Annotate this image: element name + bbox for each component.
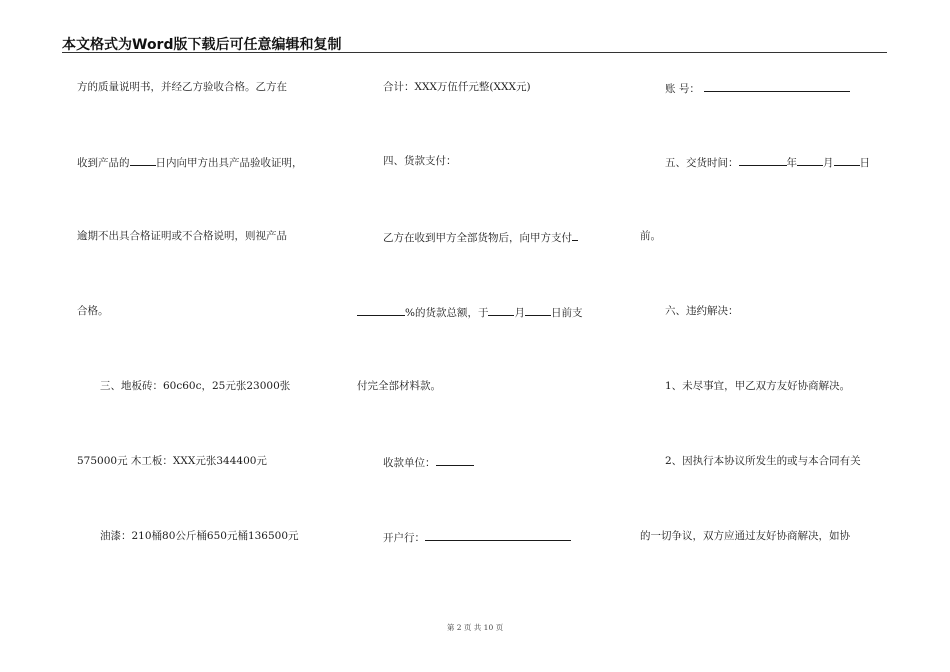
page-number-footer: 第 2 页 共 10 页 <box>446 623 504 632</box>
right-line-3: 前。 <box>640 230 661 242</box>
left-line-2-text-b: 日内向甲方出具产品验收证明， <box>155 157 303 169</box>
right-line-2 <box>665 154 870 170</box>
bank-blank <box>425 529 571 541</box>
percent-blank <box>357 304 405 316</box>
middle-line-7-text: 开户行： <box>383 532 425 544</box>
delivery-day-blank <box>834 154 860 166</box>
middle-line-4-text-b: 月 <box>514 307 525 319</box>
middle-line-3 <box>383 229 578 245</box>
delivery-month-blank <box>797 154 823 166</box>
left-line-5: 三、地板砖：60c60c，25元张23000张 <box>100 380 291 392</box>
payment-day-blank <box>525 304 551 316</box>
payment-month-blank <box>488 304 514 316</box>
middle-line-4-text-a: %的货款总额，于 <box>405 307 489 319</box>
middle-line-5: 付完全部材料款。 <box>357 380 441 392</box>
account-number-blank <box>704 80 850 92</box>
middle-line-6-text: 收款单位： <box>383 457 436 469</box>
right-line-7: 的一切争议，双方应通过友好协商解决，如协 <box>640 530 850 542</box>
left-line-2 <box>77 154 303 170</box>
middle-line-7 <box>383 529 571 545</box>
delivery-year-blank <box>739 154 787 166</box>
left-line-6: 575000元 木工板：XXX元张344400元 <box>77 455 267 467</box>
right-line-2-text-a: 五、交货时间： <box>665 157 739 169</box>
right-line-5: 1、未尽事宜，甲乙双方友好协商解决。 <box>665 380 851 392</box>
middle-line-2: 四、货款支付： <box>383 155 457 167</box>
right-line-1 <box>665 80 850 96</box>
payee-blank <box>436 454 474 466</box>
right-line-4: 六、违约解决： <box>665 305 739 317</box>
middle-line-4-text-c: 日前支 <box>550 307 583 319</box>
middle-line-1: 合计：XXX万伍仟元整(XXX元) <box>383 81 531 93</box>
header-divider <box>62 52 887 53</box>
left-line-7: 油漆：210桶80公斤桶650元桶136500元 <box>100 530 299 542</box>
middle-line-3-text: 乙方在收到甲方全部货物后，向甲方支付 <box>383 232 572 244</box>
right-line-2-text-d: 日 <box>859 157 870 169</box>
left-line-1: 方的质量说明书，并经乙方验收合格。乙方在 <box>77 81 287 93</box>
right-line-2-text-c: 月 <box>823 157 834 169</box>
document-header-title: 本文格式为Word版下载后可任意编辑和复制 <box>62 37 342 53</box>
right-line-2-text-b: 年 <box>786 157 797 169</box>
left-line-3: 逾期不出具合格证明或不合格说明，则视产品 <box>77 230 287 242</box>
acceptance-days-blank <box>130 154 156 166</box>
right-line-1-text: 账 号： <box>665 83 700 95</box>
left-line-4: 合格。 <box>77 305 109 317</box>
right-line-6: 2、因执行本协议所发生的或与本合同有关 <box>665 455 861 467</box>
middle-line-6 <box>383 454 474 470</box>
left-line-2-text-a: 收到产品的 <box>77 157 130 169</box>
middle-line-4 <box>357 304 582 320</box>
payment-blank-short <box>572 229 578 241</box>
